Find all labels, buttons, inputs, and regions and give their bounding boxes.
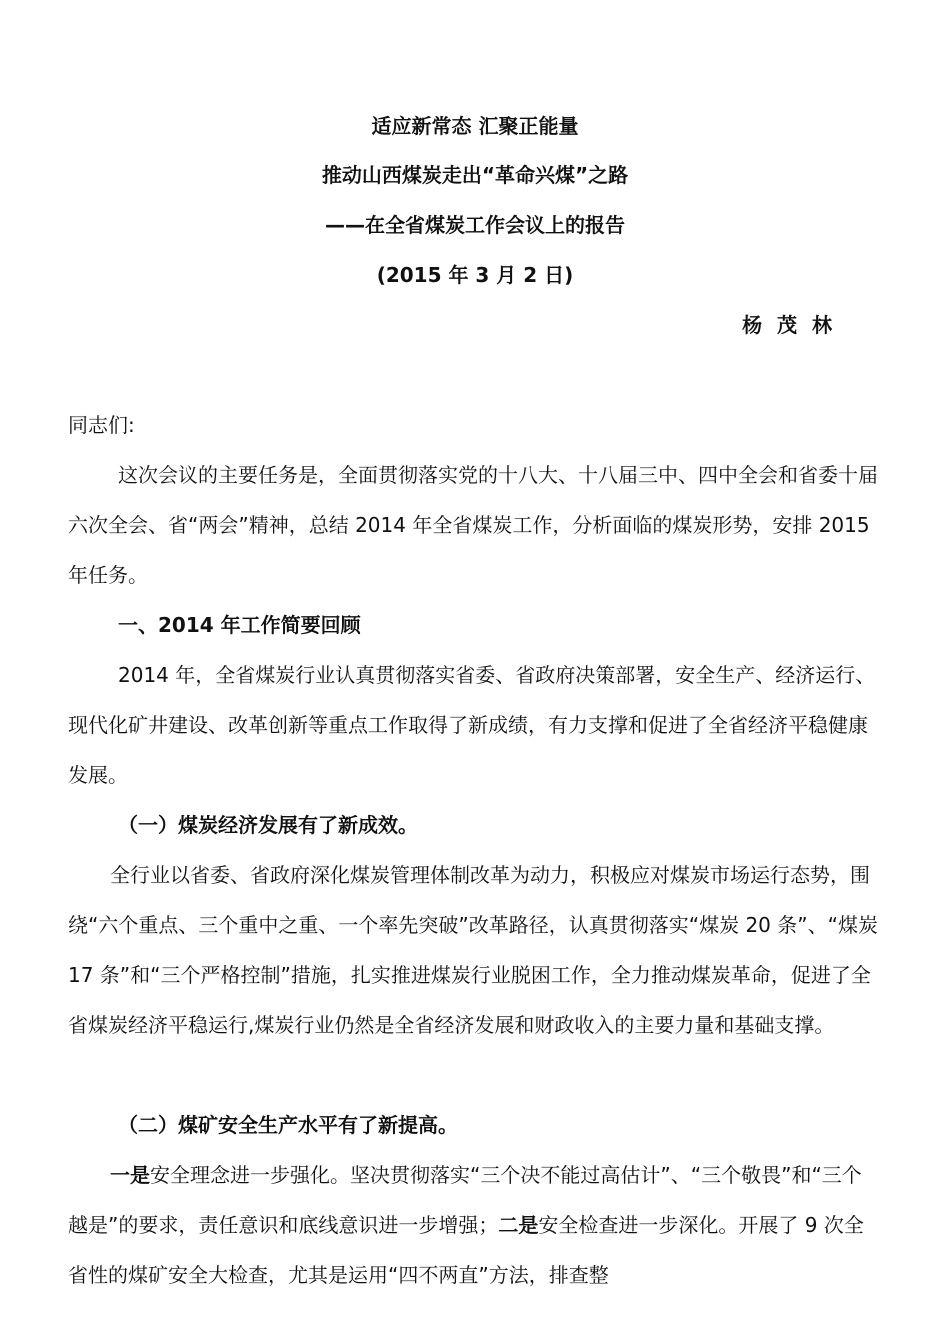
title-line-1: 适应新常态 汇聚正能量 bbox=[371, 114, 579, 138]
title-line-3: ——在全省煤炭工作会议上的报告 bbox=[325, 213, 625, 237]
title-date: (2015 年 3 月 2 日) bbox=[376, 263, 574, 287]
safety-text-2: 安全检查进一步深化。开展了 9 次全省性的煤矿安全大检查，尤其是运用“四不两直”方法，排查整 bbox=[68, 1213, 864, 1287]
safety-lead-2: 二是 bbox=[498, 1213, 539, 1237]
salutation: 同志们: bbox=[68, 413, 135, 437]
author-name: 杨 茂 林 bbox=[742, 313, 836, 337]
title-line-2: 推动山西煤炭走出“革命兴煤”之路 bbox=[321, 163, 629, 187]
section-one-heading: 一、2014 年工作简要回顾 bbox=[118, 613, 361, 637]
subsection-two-heading: （二）煤矿安全生产水平有了新提高。 bbox=[118, 1113, 458, 1137]
intro-paragraph: 这次会议的主要任务是，全面贯彻落实党的十八大、十八届三中、四中全会和省委十届六次全会、省“两会”精神，总结 2014 年全省煤炭工作，分析面临的煤炭形势，安排 2015 年任务。 bbox=[68, 463, 878, 587]
safety-lead-1: 一是 bbox=[110, 1163, 150, 1187]
section-one-paragraph: 2014 年，全省煤炭行业认真贯彻落实省委、省政府决策部署，安全生产、经济运行、现代化矿井建设、改革创新等重点工作取得了新成绩，有力支撑和促进了全省经济平稳健康发展。 bbox=[68, 663, 876, 787]
subsection-one-paragraph: 全行业以省委、省政府深化煤炭管理体制改革为动力，积极应对煤炭市场运行态势，围绕“六个重点、三个重中之重、一个率先突破”改革路径，认真贯彻落实“煤炭 20 条”、“煤炭 17 条”和“三个严格控制”措施，扎实推进煤炭行业脱困工作，全力推动煤炭革命，促进了全省煤炭经济平稳运行,煤炭行业仍然是全省经济发展和财政收入的主要力量和基础支撑。 bbox=[68, 863, 878, 1037]
subsection-one-heading: （一）煤炭经济发展有了新成效。 bbox=[118, 813, 418, 837]
safety-paragraph bbox=[68, 1150, 880, 1300]
safety-text-1: 安全理念进一步强化。坚决贯彻落实“三个决不能过高估计”、“三个敬畏”和“三个越是”的要求，责任意识和底线意识进一步增强； bbox=[68, 1163, 862, 1237]
